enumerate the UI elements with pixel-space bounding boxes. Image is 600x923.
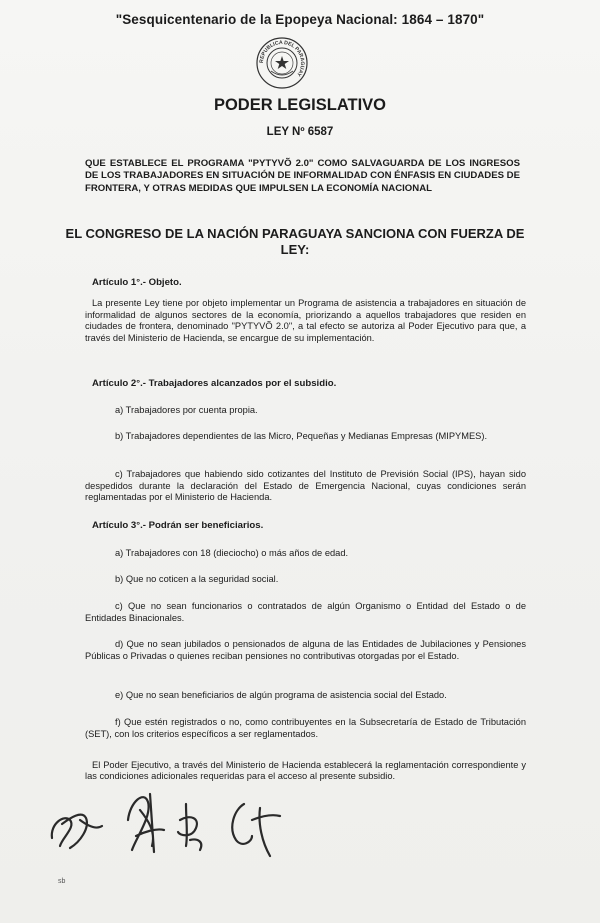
chamber-name: PODER LEGISLATIVO xyxy=(213,96,387,114)
signature-4 xyxy=(232,804,280,856)
handwritten-signatures xyxy=(40,780,300,860)
article-2-heading: Artículo 2°.- Trabajadores alcanzados por el subsidio. xyxy=(92,378,337,389)
enacting-clause: EL CONGRESO DE LA NACIÓN PARAGUAYA SANCIONA CON FUERZA DE LEY: xyxy=(65,226,525,257)
national-seal-icon xyxy=(256,37,308,89)
signature-3 xyxy=(178,804,201,850)
closing-paragraph: El Poder Ejecutivo, a través del Ministerio de Hacienda establecerá la reglamentación correspondiente y las condiciones adicionales requeridas para el acceso al presente subsidio. xyxy=(85,760,526,782)
article-3-item-d: d) Que no sean jubilados o pensionados de alguna de las Entidades de Jubilaciones y Pensiones Públicas o Privadas o quienes reciban pensiones no contributivas otorgadas por el Estado. xyxy=(85,639,526,661)
article-3-item-b: b) Que no coticen a la seguridad social. xyxy=(115,574,279,584)
article-2-item-b: b) Trabajadores dependientes de las Micro, Pequeñas y Medianas Empresas (MIPYMES). xyxy=(115,431,488,441)
seal-text: REPUBLICA DEL PARAGUAY xyxy=(258,39,306,78)
signature-2 xyxy=(128,794,164,852)
article-3-item-c: c) Que no sean funcionarios o contratados de algún Organismo o Entidad del Estado o de Entidades Binacionales. xyxy=(85,601,526,623)
header-motto: "Sesquicentenario de la Epopeya Nacional: 1864 – 1870" xyxy=(115,12,485,27)
article-3-item-a: a) Trabajadores con 18 (dieciocho) o más años de edad. xyxy=(115,548,349,558)
page-mark: sb xyxy=(58,878,66,885)
article-3-heading: Artículo 3°.- Podrán ser beneficiarios. xyxy=(92,520,264,531)
article-3-item-f: f) Que estén registrados o no, como contribuyentes en la Subsecretaría de Estado de Tributación (SET), con los criterios específicos a ser reglamentados. xyxy=(85,717,526,739)
article-2-item-c: c) Trabajadores que habiendo sido cotizantes del Instituto de Previsión Social (IPS), hayan sido despedidos durante la declaración del Estado de Emergencia Nacional, cuyas condiciones serán reglamentadas por el Ministerio de Hacienda. xyxy=(85,469,526,503)
article-3-item-e: e) Que no sean beneficiarios de algún programa de asistencia social del Estado. xyxy=(115,690,447,700)
signature-1 xyxy=(52,815,102,848)
law-number: LEY Nº 6587 xyxy=(266,126,334,138)
article-1-text: La presente Ley tiene por objeto implementar un Programa de asistencia a trabajadores en situación de informalidad de algunos sectores de la economía, priorizando a aquellos trabajadores que residen en ciudades de frontera, denominado "PYTYVÕ 2.0", a tal efecto se autoriza al Poder Ejecutivo para que, a través del Ministerio de Hacienda, se encargue de su implementación. xyxy=(85,298,526,343)
law-title: QUE ESTABLECE EL PROGRAMA "PYTYVÕ 2.0" COMO SALVAGUARDA DE LOS INGRESOS DE LOS TRABAJADORES EN SITUACIÓN DE INFORMALIDAD CON ÉNFASIS EN CIUDADES DE FRONTERA, Y OTRAS MEDIDAS QUE IMPULSEN LA ECONOMÍA NACIONAL xyxy=(85,158,520,194)
article-2-item-a: a) Trabajadores por cuenta propia. xyxy=(115,405,258,415)
article-1-heading: Artículo 1°.- Objeto. xyxy=(92,277,182,288)
